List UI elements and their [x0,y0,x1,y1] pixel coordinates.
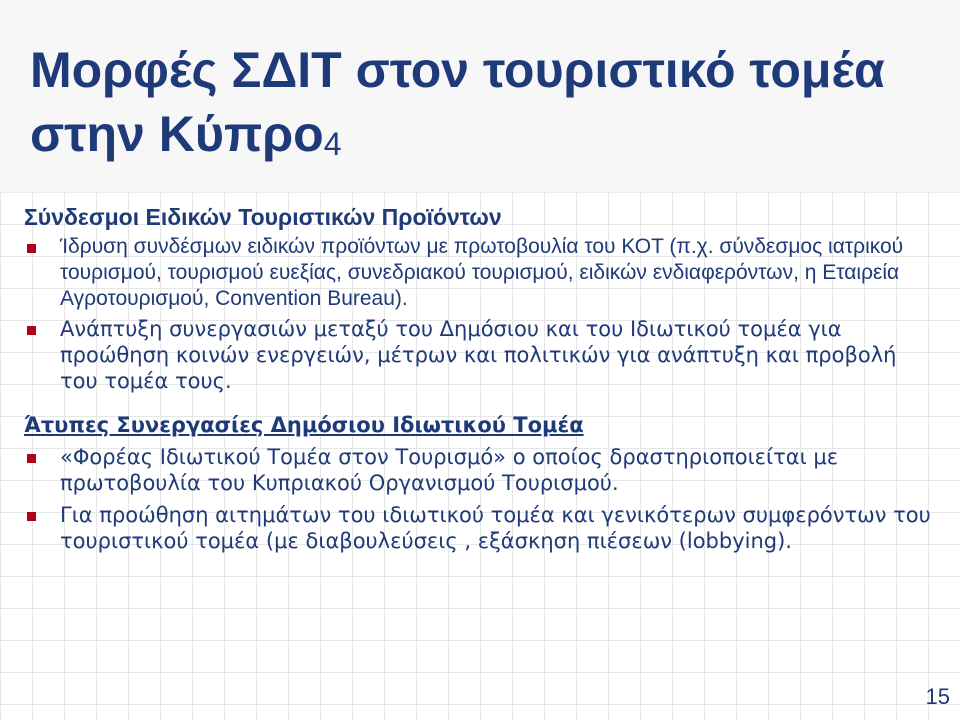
page-number: 15 [925,684,950,709]
bullet-text: «Φορέας Ιδιωτικού Τομέα στον Τουρισμό» ο οποίος δραστηριοποιείται με πρωτοβουλία του Κυπριακού Οργανισμού Τουρισμού. [60,445,839,495]
bullet-item [24,444,940,496]
bullet-text: Ανάπτυξη συνεργασιών μεταξύ του Δημόσιου και του Ιδιωτικού τομέα για προώθηση κοινών ενεργειών, μέτρων και πολιτικών για ανάπτυξη και προβολή του τομέα τους. [60,317,897,393]
slide-title-subscript: 4 [323,126,342,162]
slide-title [30,38,930,176]
section-heading-product-associations: Σύνδεσμοι Ειδικών Τουριστικών Προϊόντων [24,204,502,230]
bullet-item [24,502,940,554]
bullet-text: Για προώθηση αιτημάτων του ιδιωτικού τομέα και γενικότερων συμφερόντων του τουριστικού τομέα (με διαβουλεύσεις , εξάσκηση πιέσεων (lobbying). [60,503,931,553]
slide-content [24,202,940,554]
section-heading-informal-partnerships: Άτυπες Συνεργασίες Δημόσιου Ιδιωτικού Τομέα [24,413,584,437]
square-bullet-icon [27,326,36,335]
bullet-item [24,234,940,312]
square-bullet-icon [27,244,36,253]
square-bullet-icon [27,512,36,521]
bullet-text: Ίδρυση συνδέσμων ειδικών προϊόντων με πρωτοβουλία του ΚΟΤ (π.χ. σύνδεσμος ιατρικού τουρισμού, τουρισμού ευεξίας, συνεδριακού τουρισμού, ειδικών ενδιαφερόντων, η Εταιρεία Αγροτουρισμού, Convention Bureau). [60,235,904,310]
bullet-item [24,316,940,394]
slide-title-text: Μορφές ΣΔΙΤ στον τουριστικό τομέα στην Κύπρο [30,42,885,162]
square-bullet-icon [27,454,36,463]
